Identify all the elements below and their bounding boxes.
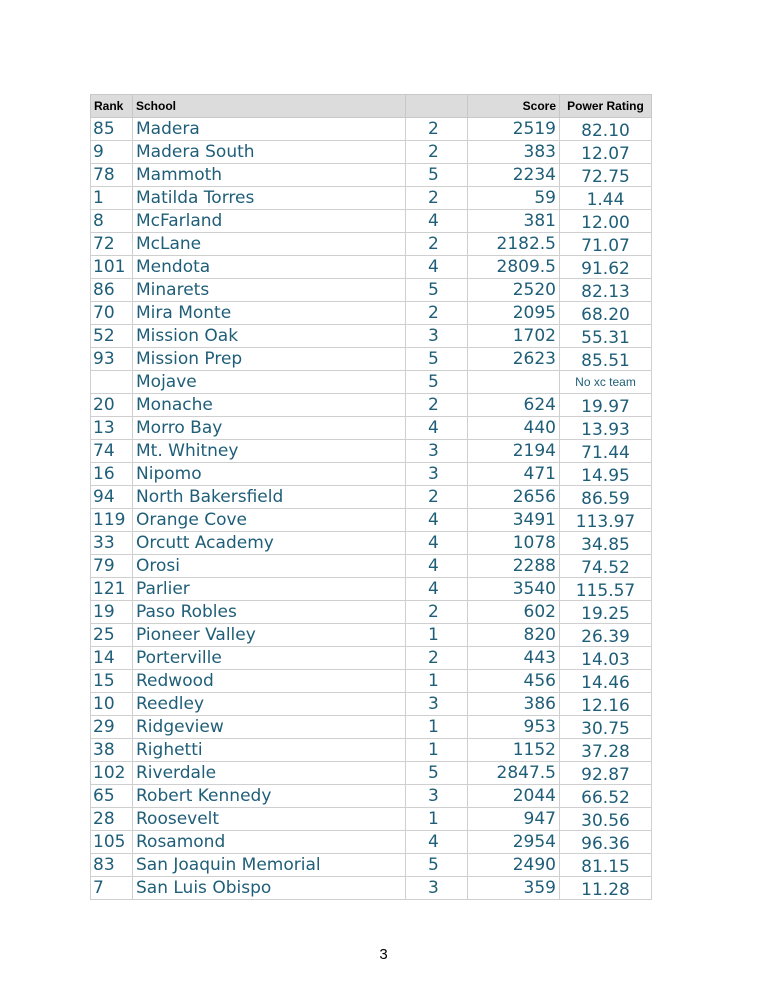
cell-school: Matilda Torres	[133, 187, 406, 210]
table-row	[91, 256, 652, 279]
table-row	[91, 187, 652, 210]
cell-score: 2044	[468, 785, 560, 808]
header-rank: Rank	[91, 95, 133, 118]
cell-rank: 86	[91, 279, 133, 302]
cell-rank: 1	[91, 187, 133, 210]
cell-school: Orange Cove	[133, 509, 406, 532]
table-row	[91, 716, 652, 739]
cell-score: 2288	[468, 555, 560, 578]
cell-school: Robert Kennedy	[133, 785, 406, 808]
table-row	[91, 532, 652, 555]
table-row	[91, 233, 652, 256]
table-row	[91, 463, 652, 486]
cell-rank: 74	[91, 440, 133, 463]
cell-rank: 94	[91, 486, 133, 509]
table-row	[91, 325, 652, 348]
cell-power: 14.46	[560, 670, 652, 693]
cell-school: Mission Oak	[133, 325, 406, 348]
cell-score: 443	[468, 647, 560, 670]
cell-school: Porterville	[133, 647, 406, 670]
cell-rank: 102	[91, 762, 133, 785]
cell-division: 3	[406, 463, 468, 486]
cell-rank: 28	[91, 808, 133, 831]
cell-score: 2809.5	[468, 256, 560, 279]
cell-school: Redwood	[133, 670, 406, 693]
cell-rank: 121	[91, 578, 133, 601]
cell-rank: 83	[91, 854, 133, 877]
cell-division: 2	[406, 647, 468, 670]
cell-score: 820	[468, 624, 560, 647]
cell-power: No xc team	[560, 371, 652, 394]
cell-school: McLane	[133, 233, 406, 256]
cell-division: 2	[406, 187, 468, 210]
cell-school: Roosevelt	[133, 808, 406, 831]
cell-power: 12.16	[560, 693, 652, 716]
table-body	[91, 118, 652, 900]
cell-school: Reedley	[133, 693, 406, 716]
cell-rank: 85	[91, 118, 133, 141]
cell-rank: 38	[91, 739, 133, 762]
cell-school: Riverdale	[133, 762, 406, 785]
cell-division: 3	[406, 325, 468, 348]
cell-score: 2519	[468, 118, 560, 141]
cell-school: Mt. Whitney	[133, 440, 406, 463]
cell-power: 71.44	[560, 440, 652, 463]
cell-rank: 8	[91, 210, 133, 233]
cell-school: Parlier	[133, 578, 406, 601]
cell-rank: 14	[91, 647, 133, 670]
table-row	[91, 210, 652, 233]
cell-division: 5	[406, 371, 468, 394]
table-row	[91, 118, 652, 141]
cell-rank: 105	[91, 831, 133, 854]
cell-rank: 25	[91, 624, 133, 647]
header-power-rating: Power Rating	[560, 95, 652, 118]
cell-division: 4	[406, 210, 468, 233]
cell-division: 2	[406, 302, 468, 325]
cell-score: 386	[468, 693, 560, 716]
cell-division: 3	[406, 877, 468, 900]
table-row	[91, 555, 652, 578]
table-row	[91, 762, 652, 785]
table-row	[91, 440, 652, 463]
cell-power: 81.15	[560, 854, 652, 877]
table-row	[91, 831, 652, 854]
table-row	[91, 486, 652, 509]
cell-power: 14.03	[560, 647, 652, 670]
cell-school: Mira Monte	[133, 302, 406, 325]
cell-rank: 33	[91, 532, 133, 555]
cell-power: 85.51	[560, 348, 652, 371]
cell-power: 30.75	[560, 716, 652, 739]
cell-score: 381	[468, 210, 560, 233]
cell-division: 1	[406, 808, 468, 831]
cell-score: 2847.5	[468, 762, 560, 785]
table-row	[91, 417, 652, 440]
cell-score: 2182.5	[468, 233, 560, 256]
cell-division: 1	[406, 624, 468, 647]
rankings-table	[90, 94, 652, 900]
cell-score: 440	[468, 417, 560, 440]
cell-power: 19.25	[560, 601, 652, 624]
cell-rank: 19	[91, 601, 133, 624]
cell-division: 5	[406, 279, 468, 302]
cell-division: 2	[406, 394, 468, 417]
cell-power: 12.00	[560, 210, 652, 233]
cell-score: 456	[468, 670, 560, 693]
cell-rank: 72	[91, 233, 133, 256]
cell-school: San Joaquin Memorial	[133, 854, 406, 877]
cell-power: 68.20	[560, 302, 652, 325]
cell-division: 3	[406, 440, 468, 463]
table-row	[91, 808, 652, 831]
cell-division: 5	[406, 762, 468, 785]
cell-score: 2194	[468, 440, 560, 463]
cell-division: 2	[406, 601, 468, 624]
cell-power: 71.07	[560, 233, 652, 256]
cell-power: 82.10	[560, 118, 652, 141]
cell-power: 91.62	[560, 256, 652, 279]
table-row	[91, 348, 652, 371]
cell-division: 2	[406, 233, 468, 256]
table-row	[91, 854, 652, 877]
cell-rank: 79	[91, 555, 133, 578]
cell-power: 86.59	[560, 486, 652, 509]
cell-division: 4	[406, 417, 468, 440]
cell-rank: 16	[91, 463, 133, 486]
table-row	[91, 624, 652, 647]
cell-score	[468, 371, 560, 394]
cell-school: Madera	[133, 118, 406, 141]
cell-rank: 119	[91, 509, 133, 532]
header-score: Score	[468, 95, 560, 118]
cell-school: Nipomo	[133, 463, 406, 486]
cell-score: 602	[468, 601, 560, 624]
cell-score: 1702	[468, 325, 560, 348]
cell-power: 55.31	[560, 325, 652, 348]
cell-score: 3540	[468, 578, 560, 601]
cell-school: Pioneer Valley	[133, 624, 406, 647]
table-row	[91, 693, 652, 716]
table-row	[91, 394, 652, 417]
cell-school: Mission Prep	[133, 348, 406, 371]
cell-school: North Bakersfield	[133, 486, 406, 509]
cell-school: Mammoth	[133, 164, 406, 187]
cell-division: 2	[406, 486, 468, 509]
cell-rank: 101	[91, 256, 133, 279]
cell-power: 37.28	[560, 739, 652, 762]
cell-power: 96.36	[560, 831, 652, 854]
cell-division: 1	[406, 739, 468, 762]
cell-school: San Luis Obispo	[133, 877, 406, 900]
cell-school: Mojave	[133, 371, 406, 394]
cell-rank: 70	[91, 302, 133, 325]
cell-score: 2954	[468, 831, 560, 854]
table-row	[91, 371, 652, 394]
page-number: 3	[379, 946, 388, 963]
cell-power: 12.07	[560, 141, 652, 164]
cell-score: 2234	[468, 164, 560, 187]
cell-score: 953	[468, 716, 560, 739]
cell-division: 3	[406, 785, 468, 808]
header-school: School	[133, 95, 406, 118]
cell-power: 113.97	[560, 509, 652, 532]
table-row	[91, 785, 652, 808]
cell-division: 4	[406, 509, 468, 532]
cell-rank	[91, 371, 133, 394]
cell-score: 3491	[468, 509, 560, 532]
cell-division: 4	[406, 578, 468, 601]
table-row	[91, 279, 652, 302]
cell-division: 4	[406, 555, 468, 578]
cell-rank: 13	[91, 417, 133, 440]
cell-power: 26.39	[560, 624, 652, 647]
cell-division: 4	[406, 831, 468, 854]
cell-school: Orcutt Academy	[133, 532, 406, 555]
cell-rank: 9	[91, 141, 133, 164]
cell-score: 2490	[468, 854, 560, 877]
cell-score: 2520	[468, 279, 560, 302]
cell-power: 1.44	[560, 187, 652, 210]
cell-score: 2656	[468, 486, 560, 509]
cell-school: McFarland	[133, 210, 406, 233]
cell-rank: 29	[91, 716, 133, 739]
cell-score: 2095	[468, 302, 560, 325]
cell-school: Madera South	[133, 141, 406, 164]
header-row	[91, 95, 652, 118]
cell-power: 92.87	[560, 762, 652, 785]
header-division	[406, 95, 468, 118]
cell-division: 4	[406, 532, 468, 555]
cell-score: 383	[468, 141, 560, 164]
cell-score: 947	[468, 808, 560, 831]
cell-rank: 15	[91, 670, 133, 693]
cell-school: Minarets	[133, 279, 406, 302]
cell-division: 5	[406, 348, 468, 371]
cell-school: Righetti	[133, 739, 406, 762]
cell-rank: 93	[91, 348, 133, 371]
cell-score: 1152	[468, 739, 560, 762]
cell-power: 13.93	[560, 417, 652, 440]
table-row	[91, 739, 652, 762]
cell-school: Ridgeview	[133, 716, 406, 739]
table-row	[91, 670, 652, 693]
table-row	[91, 877, 652, 900]
cell-rank: 10	[91, 693, 133, 716]
cell-score: 1078	[468, 532, 560, 555]
cell-division: 1	[406, 716, 468, 739]
cell-power: 66.52	[560, 785, 652, 808]
cell-power: 72.75	[560, 164, 652, 187]
cell-school: Rosamond	[133, 831, 406, 854]
cell-division: 3	[406, 693, 468, 716]
cell-power: 34.85	[560, 532, 652, 555]
cell-division: 5	[406, 854, 468, 877]
cell-rank: 52	[91, 325, 133, 348]
cell-power: 74.52	[560, 555, 652, 578]
table-row	[91, 141, 652, 164]
cell-rank: 7	[91, 877, 133, 900]
table-row	[91, 601, 652, 624]
cell-school: Paso Robles	[133, 601, 406, 624]
cell-score: 624	[468, 394, 560, 417]
cell-power: 115.57	[560, 578, 652, 601]
table-row	[91, 647, 652, 670]
table-row	[91, 509, 652, 532]
cell-power: 11.28	[560, 877, 652, 900]
cell-score: 2623	[468, 348, 560, 371]
table-row	[91, 164, 652, 187]
cell-score: 471	[468, 463, 560, 486]
cell-school: Orosi	[133, 555, 406, 578]
cell-rank: 78	[91, 164, 133, 187]
cell-division: 2	[406, 141, 468, 164]
cell-division: 5	[406, 164, 468, 187]
cell-score: 59	[468, 187, 560, 210]
cell-power: 82.13	[560, 279, 652, 302]
cell-score: 359	[468, 877, 560, 900]
cell-power: 19.97	[560, 394, 652, 417]
cell-division: 4	[406, 256, 468, 279]
cell-rank: 65	[91, 785, 133, 808]
table-row	[91, 302, 652, 325]
cell-power: 30.56	[560, 808, 652, 831]
cell-school: Monache	[133, 394, 406, 417]
cell-school: Mendota	[133, 256, 406, 279]
table-row	[91, 578, 652, 601]
cell-school: Morro Bay	[133, 417, 406, 440]
cell-rank: 20	[91, 394, 133, 417]
cell-power: 14.95	[560, 463, 652, 486]
cell-division: 2	[406, 118, 468, 141]
cell-division: 1	[406, 670, 468, 693]
